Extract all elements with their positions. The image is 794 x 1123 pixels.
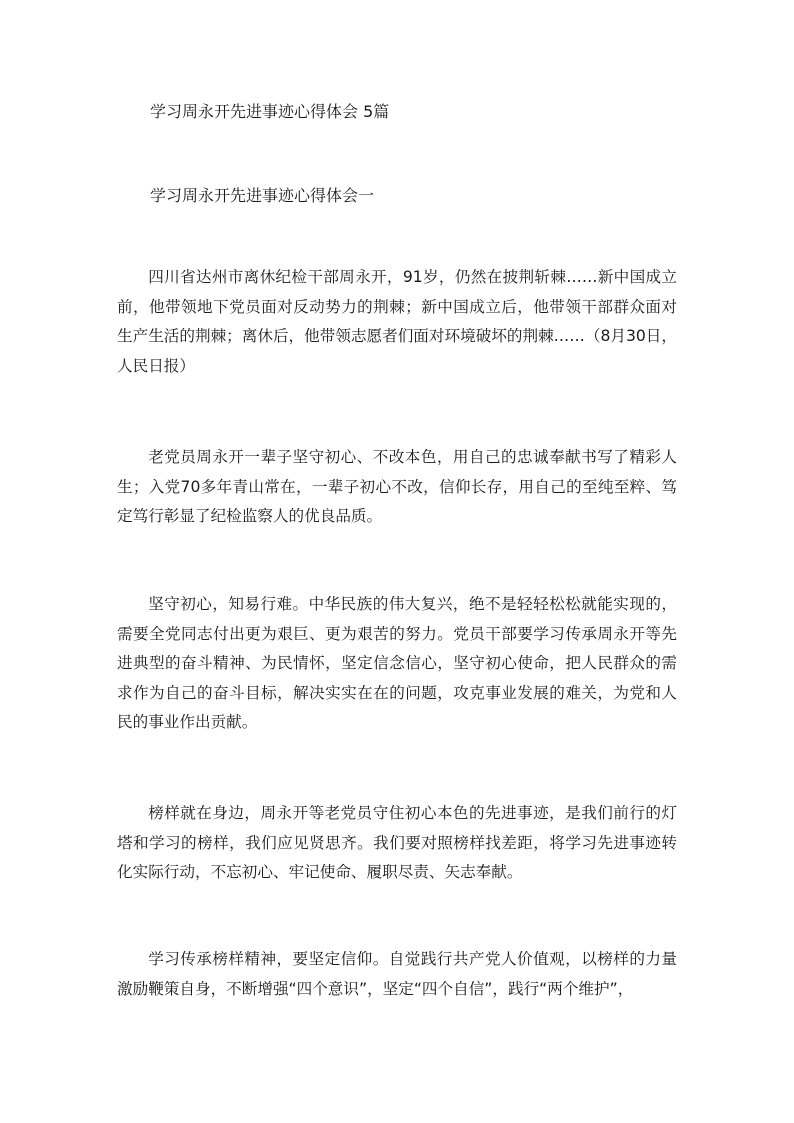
paragraph-4: 榜样就在身边，周永开等老党员守住初心本色的先进事迹，是我们前行的灯塔和学习的榜样，我们应见贤思齐。我们要对照榜样找差距，将学习先进事迹转化实际行动，不忘初心、牢记使命、履职尽责、矢志奉献。	[117, 804, 677, 881]
paragraph-2: 老党员周永开一辈子坚守初心、不改本色，用自己的忠诚奉献书写了精彩人生；入党70多年青山常在，一辈子初心不改，信仰长存，用自己的至纯至粹、笃定笃行彰显了纪检监察人的优良品质。	[117, 448, 677, 525]
document-title: 学习周永开先进事迹心得体会 5篇	[150, 102, 390, 121]
paragraph-5: 学习传承榜样精神，要坚定信仰。自觉践行共产党人价值观，以榜样的力量激励鞭策自身，不断增强“四个意识”，坚定“四个自信”，践行“两个维护”，	[117, 950, 677, 998]
section-heading: 学习周永开先进事迹心得体会一	[150, 186, 375, 205]
paragraph-1: 四川省达州市离休纪检干部周永开，91岁，仍然在披荆斩棘……新中国成立前，他带领地下党员面对反动势力的荆棘；新中国成立后，他带领干部群众面对生产生活的荆棘；离休后，他带领志愿者们面对环境破坏的荆棘……（8月30日，人民日报）	[117, 268, 677, 375]
paragraph-3: 坚守初心，知易行难。中华民族的伟大复兴，绝不是轻轻松松就能实现的，需要全党同志付出更为艰巨、更为艰苦的努力。党员干部要学习传承周永开等先进典型的奋斗精神、为民情怀，坚定信念信心，坚守初心使命，把人民群众的需求作为自己的奋斗目标，解决实实在在的问题，攻克事业发展的难关，为党和人民的事业作出贡献。	[117, 595, 677, 731]
